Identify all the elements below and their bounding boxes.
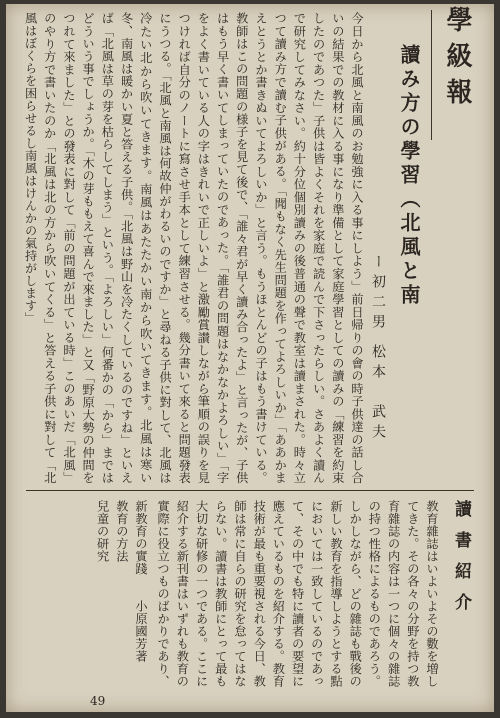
section-title: 學級報 <box>442 6 472 114</box>
section-divider <box>26 490 474 491</box>
review-book-item: 教育の方法 <box>114 500 129 638</box>
article-body: 今日から北風と南風のお勉強に入る事にしよう」前日帰りの會の時子供達の話し合いの結果での教材に入る事になり準備として家庭學習としての讀みの「練習を約束したのであつた」子供は皆よくそれを家庭で読んで下さったらしい。さあよく讀んで研究してみなさい。約十分位個別讀みの後普通の聲で教室は讀まされた。時々立つて讀み方で讀む子供がある。「聞もなく先生問題を作ってよろしいか」「ああかまえとうとか書きぬいてよろしいか」と言う。もうほとんどの子はもう書けている。教師はこの問題の様子を見て後で、「誰々君が早く讀み合ったよ」と言ったが、子供はもう早く書いてしまっていたのであった。「誰君の問題はなかなかよろしい」「字をよく書いている人の字はきれいで正しいよ」と激勵賞讃しながら筆順の誤りを見つければ自分のノートに寫させ手本として練習させる。幾分書いて來ると問題發表にうつる。「北風と南風は何故仲がわるいのですか」と尋ねる子供に對して、北風は冷たい北から吹いてきます。南風はあたたかい南から吹いてきます。北風は寒い冬、南風は暖かい夏と答える子供。「北風は野山を冷たくしているのですね」といえば「北風は草の芽を枯らしてしまう」という。「よろしい」何番かの「から」まではどういう事でしょうか。「木の芽ももえて喜んで來ました」と又「野原大勢の仲間をつれて來ました」との發表に對して「前の問題が出ている時」このあいだ「北風」のやり方で書いたのか「北風は北の方から吹いてくる」と答える子供に對して「北風はぼくらを困らせるし南風はけんかの氣持がします」 <box>23 12 364 484</box>
review-book-list <box>46 500 150 696</box>
grade-label: ー初二男 <box>370 254 386 334</box>
review-book-item: 新教育の實踐 小原國芳著 <box>134 500 148 663</box>
author-name: 松本 武夫 <box>370 344 386 444</box>
article-title: 讀み方の學習（北風と南 <box>397 44 421 308</box>
review-title: 讀書紹介 <box>451 500 471 624</box>
review-book-item: 兒童の研究 <box>95 500 110 638</box>
review-body: 教育雜誌はいよいよその數を増してきた。その各々の分野を持つ教育雜誌の内容は一つに個々の雜誌の持つ性格によるものであろう。しかしながら、どの雜誌も戰後の新しい教育を指導しようとする點においては一致しているのであって、その中でも特に讀者の要望に應えているものを紹介する。教育技術が最も重要視される今日、教師は常に自らの研究を怠ってはならない。讀書は教師にとって最も大切な研修の一つである。ここに紹介する新刊書はいずれも教育の實際に役立つものばかりであり、 <box>156 500 439 688</box>
section-title-rule <box>431 10 432 140</box>
magazine-page <box>6 4 494 712</box>
page-number: 49 <box>90 694 106 708</box>
